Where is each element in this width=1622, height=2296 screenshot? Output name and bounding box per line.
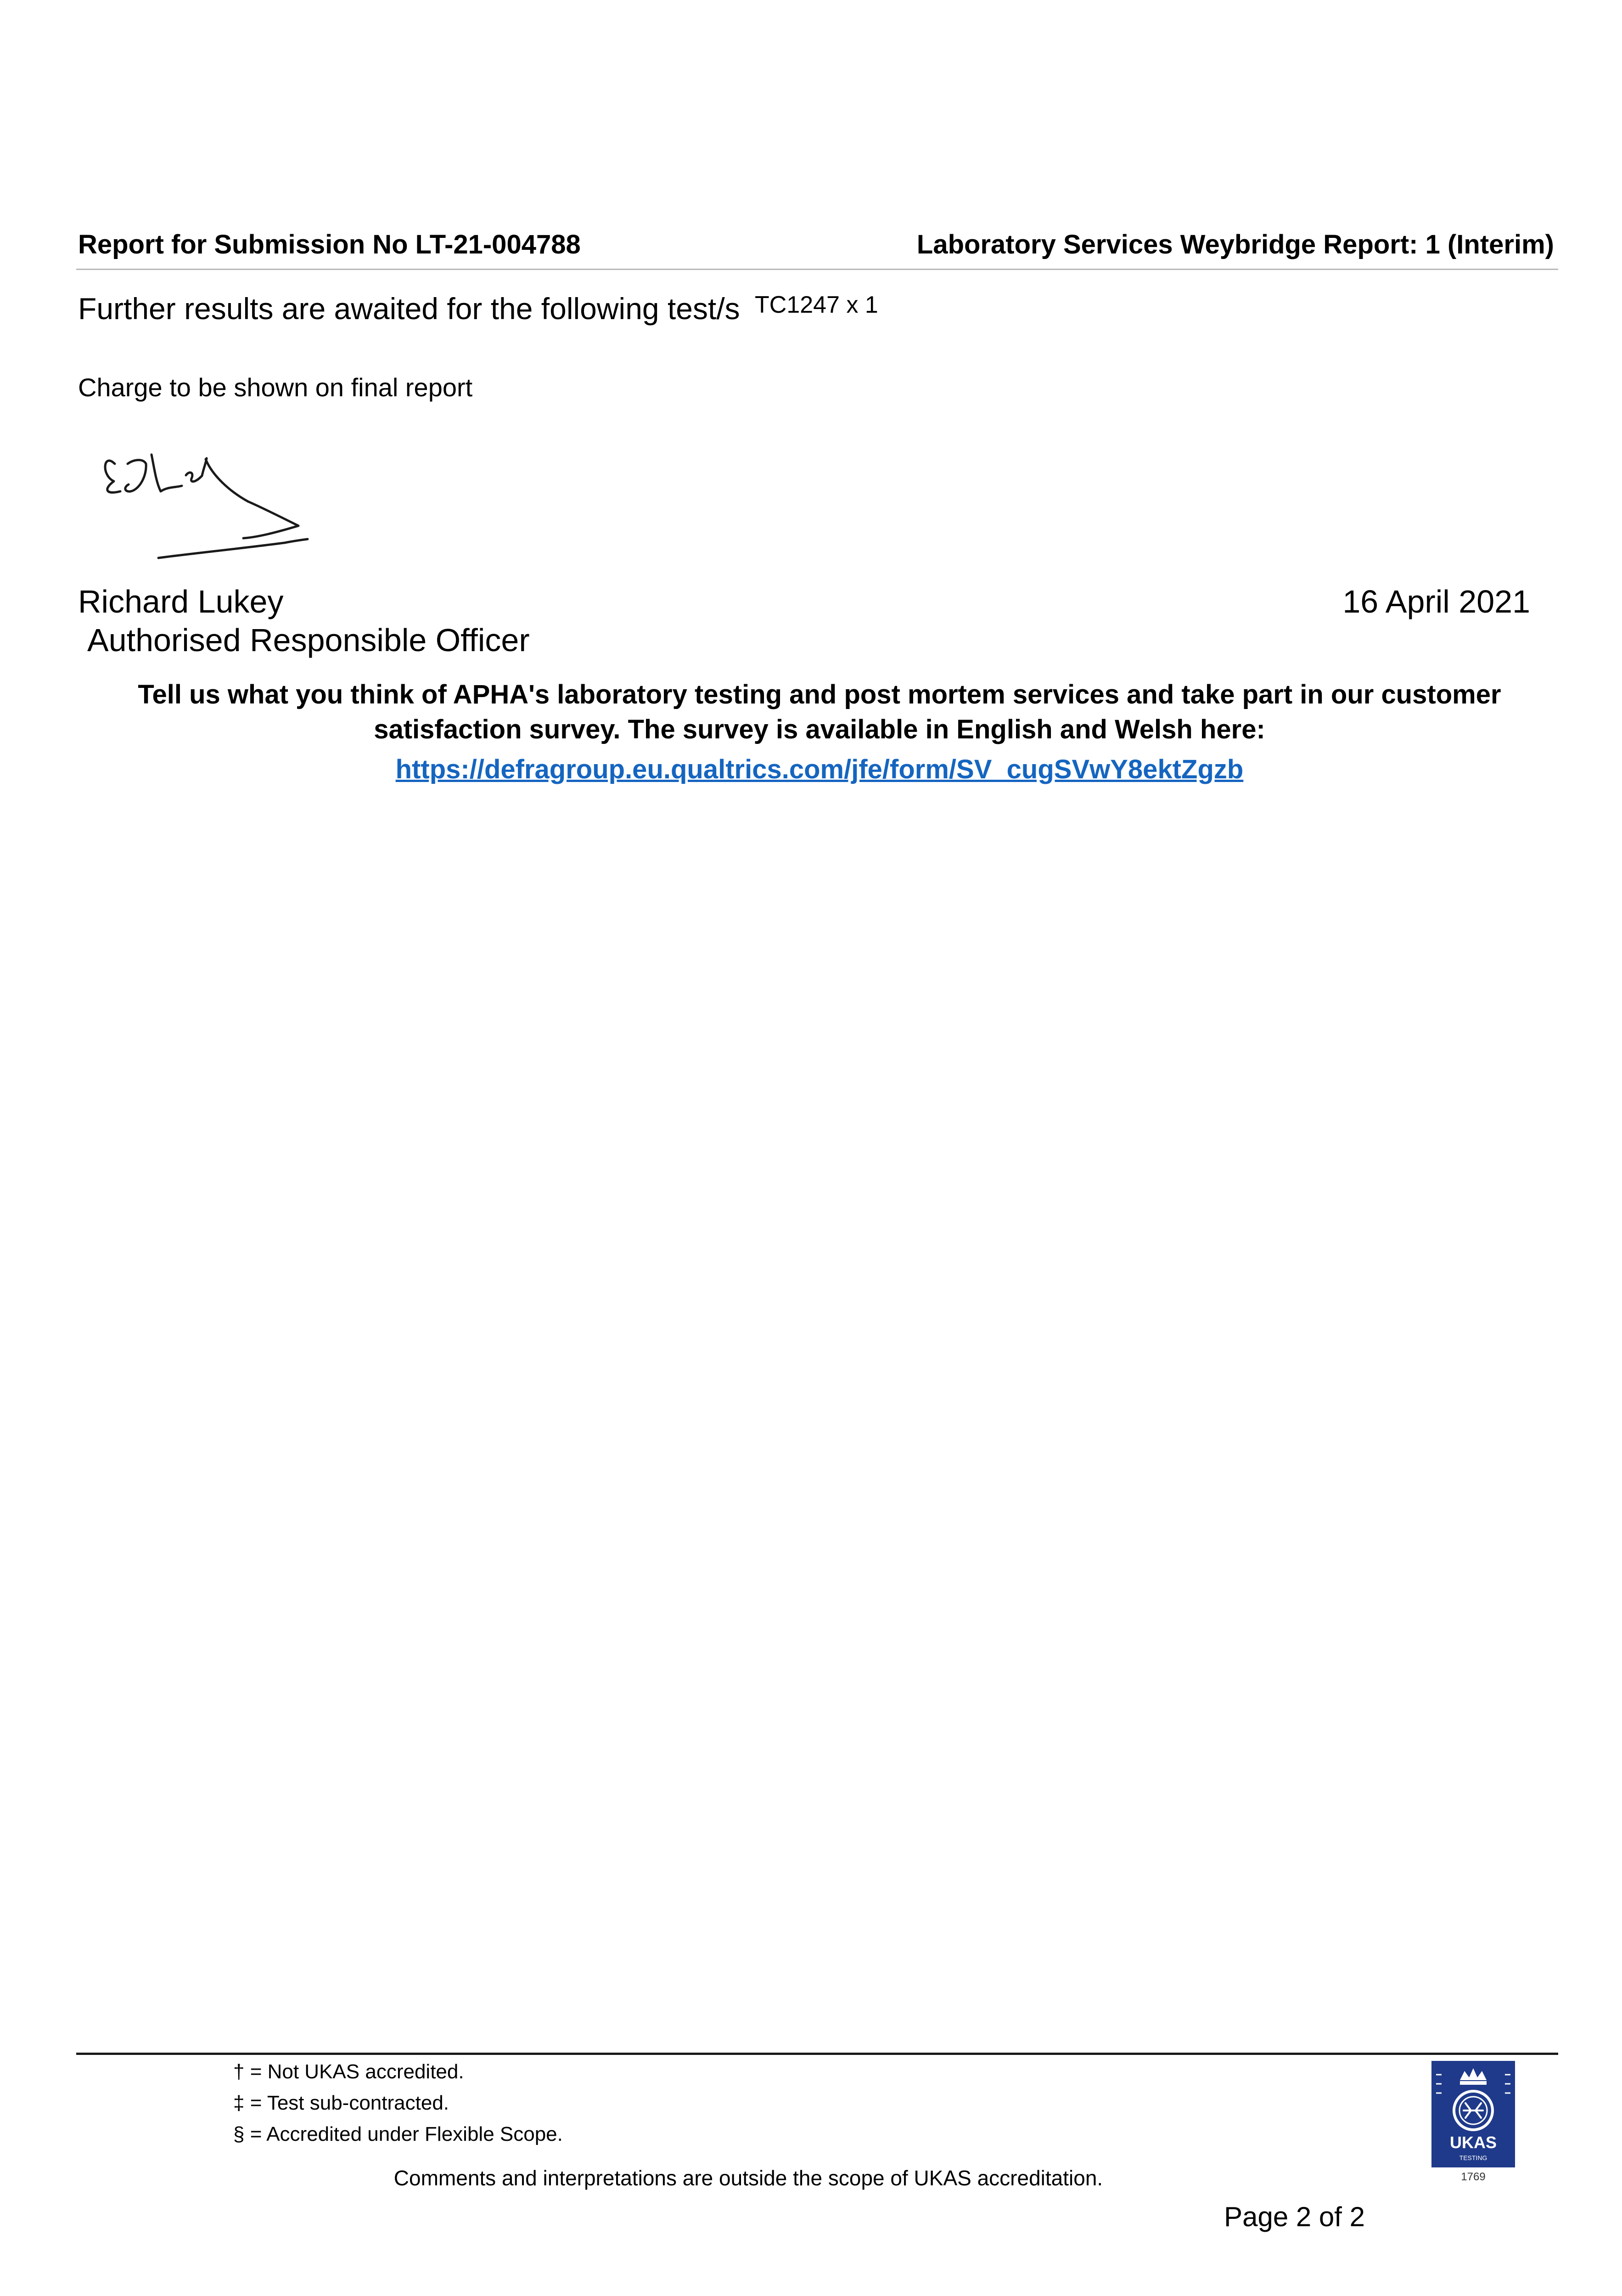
ukas-comments-note: Comments and interpretations are outside the scope of UKAS accreditation. (393, 2166, 1103, 2190)
signatory-name: Richard Lukey (78, 584, 284, 619)
page-number: Page 2 of 2 (1224, 2201, 1365, 2232)
signature-image (92, 432, 331, 569)
charge-note: Charge to be shown on final report (78, 373, 473, 402)
survey-link[interactable]: https://defragroup.eu.qualtrics.com/jfe/form/SV_cugSVwY8ektZgzb (395, 754, 1244, 784)
signatory-title: Authorised Responsible Officer (87, 622, 530, 658)
legend-flexible-scope: § = Accredited under Flexible Scope. (233, 2123, 563, 2145)
further-results-tests: TC1247 x 1 (755, 292, 878, 318)
svg-text:1769: 1769 (1461, 2171, 1486, 2183)
report-title: Laboratory Services Weybridge Report: 1 (Interim) (916, 230, 1554, 259)
svg-text:UKAS: UKAS (1449, 2133, 1497, 2152)
further-results-text: Further results are awaited for the following test/s (78, 292, 740, 326)
svg-text:TESTING: TESTING (1459, 2154, 1487, 2161)
ukas-logo-icon (1431, 2061, 1515, 2185)
footer-divider (76, 2053, 1558, 2055)
survey-text: Tell us what you think of APHA's laboratory testing and post mortem services and take part in our customer satisfaction survey. The survey is available in English and Welsh here: (138, 680, 1501, 744)
submission-number: Report for Submission No LT-21-004788 (78, 230, 581, 259)
header-divider (76, 269, 1558, 270)
legend-sub-contracted: ‡ = Test sub-contracted. (233, 2092, 449, 2114)
report-date: 16 April 2021 (1342, 584, 1530, 619)
legend-not-accredited: † = Not UKAS accredited. (233, 2060, 464, 2083)
